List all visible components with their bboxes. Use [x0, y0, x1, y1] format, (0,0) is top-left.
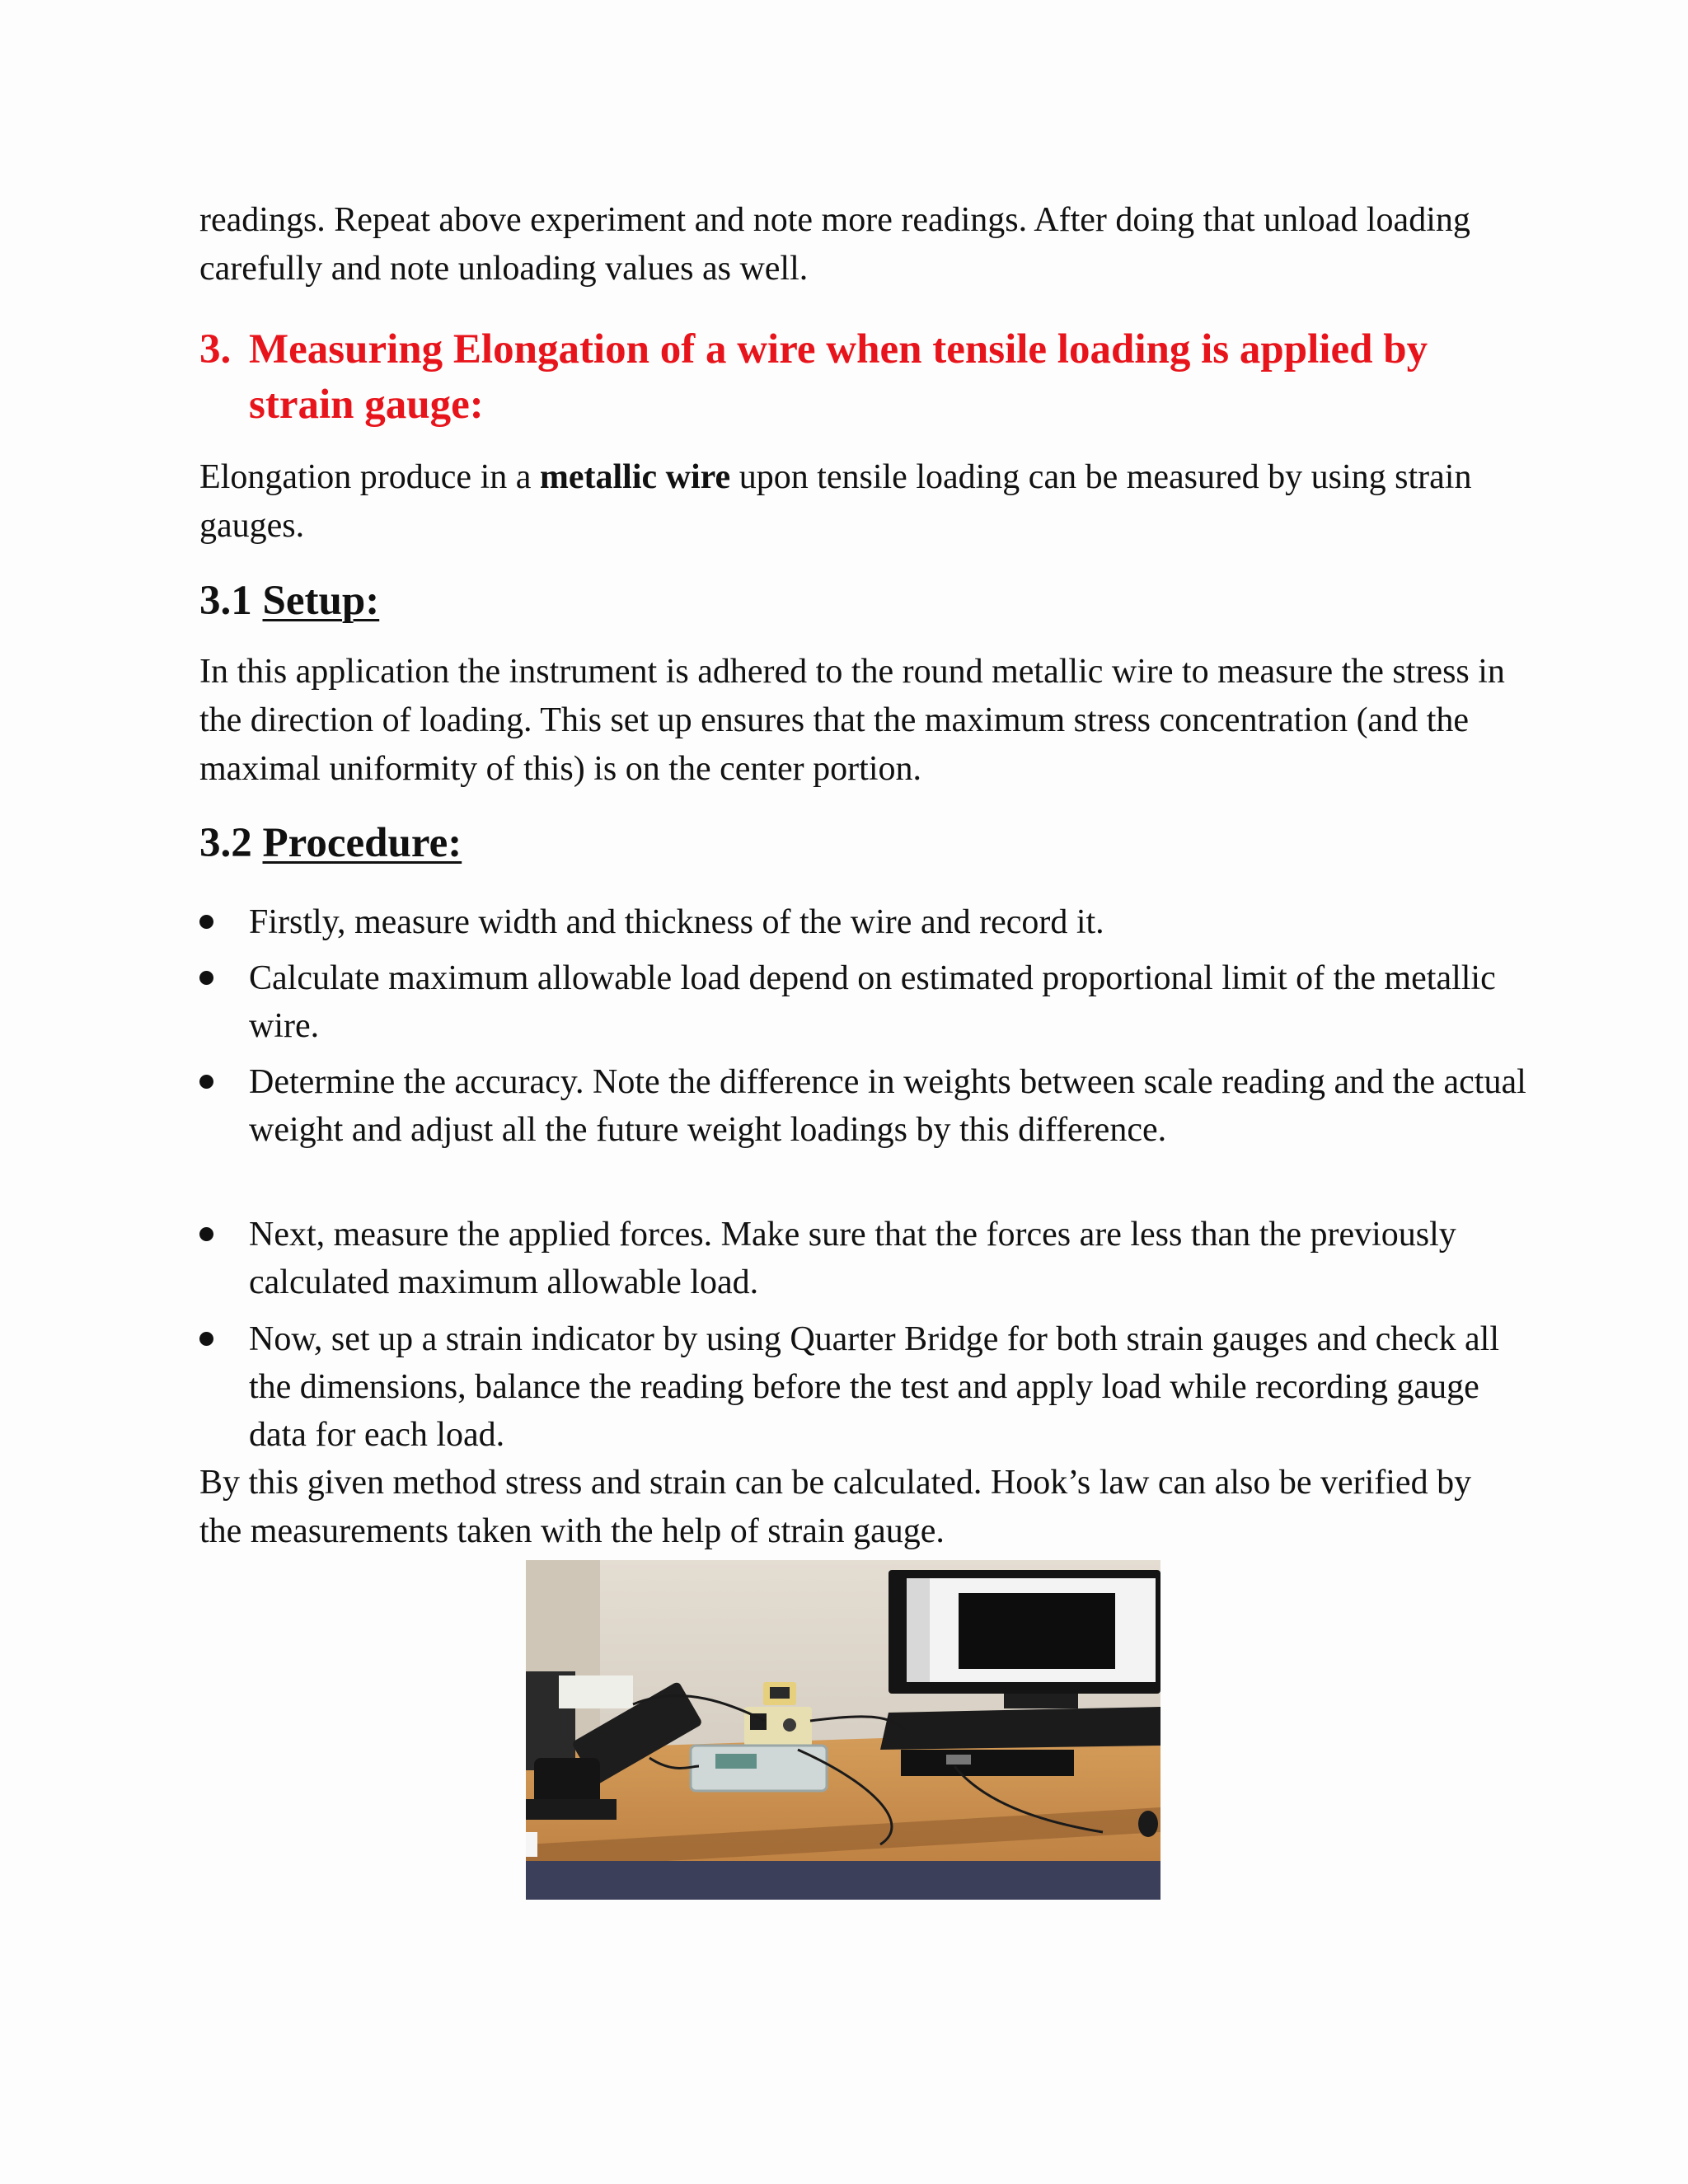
procedure-step [199, 1058, 1535, 1154]
procedure-step [199, 1211, 1535, 1306]
elongation-text-before: Elongation produce in a [199, 458, 540, 496]
procedure-step-text: Next, measure the applied forces. Make sure that the forces are less than the previously calculated maximum allowable load. [249, 1216, 1456, 1301]
elongation-paragraph [199, 453, 1518, 551]
intro-paragraph: readings. Repeat above experiment and note more readings. After doing that unload loading carefully and note unloading values as well. [199, 201, 1470, 288]
section-3-heading [199, 322, 1535, 433]
setup-number: 3.1 [199, 578, 263, 624]
procedure-step [199, 954, 1535, 1050]
setup-title: Setup: [262, 578, 380, 624]
bullet-icon [199, 1227, 213, 1241]
bullet-icon [199, 1075, 213, 1089]
procedure-step-text: Now, set up a strain indicator by using Quarter Bridge for both strain gauges and check all the dimensions, balance the reading before the test and apply load while recording gauge data for each load. [249, 1320, 1500, 1454]
procedure-step [199, 1315, 1535, 1459]
setup-paragraph: In this application the instrument is adhered to the round metallic wire to measure the stress in the direction of loading. This set up ensures that the maximum stress concentration (and the maximal uniformity of this) is on the center portion. [199, 653, 1505, 788]
bullet-icon [199, 971, 213, 985]
procedure-step [199, 898, 1535, 946]
section-3-title: Measuring Elongation of a wire when tensile loading is applied by strain gauge: [249, 326, 1428, 428]
procedure-step-text: Determine the accuracy. Note the difference in weights between scale reading and the actual weight and adjust all the future weight loadings by this difference. [249, 1063, 1526, 1149]
procedure-heading [199, 818, 462, 868]
elongation-text-after: upon tensile loading can be measured by using strain gauges. [199, 458, 1472, 545]
procedure-step-text: Calculate maximum allowable load depend on estimated proportional limit of the metallic wire. [249, 959, 1496, 1045]
procedure-number: 3.2 [199, 820, 263, 866]
bullet-icon [199, 1332, 213, 1346]
procedure-step-text: Firstly, measure width and thickness of the wire and record it. [249, 903, 1104, 941]
bullet-icon [199, 915, 213, 929]
elongation-bold-term: metallic wire [539, 458, 731, 496]
setup-heading [199, 576, 379, 626]
procedure-title: Procedure: [262, 820, 462, 866]
section-3-number: 3. [199, 326, 232, 373]
strain-gauge-lab-setup-photo-icon [526, 1560, 1160, 1900]
conclusion-paragraph: By this given method stress and strain can be calculated. Hook’s law can also be verified by the measurements taken with the help of strain gauge. [199, 1464, 1472, 1550]
lab-setup-photo [526, 1560, 1160, 1900]
